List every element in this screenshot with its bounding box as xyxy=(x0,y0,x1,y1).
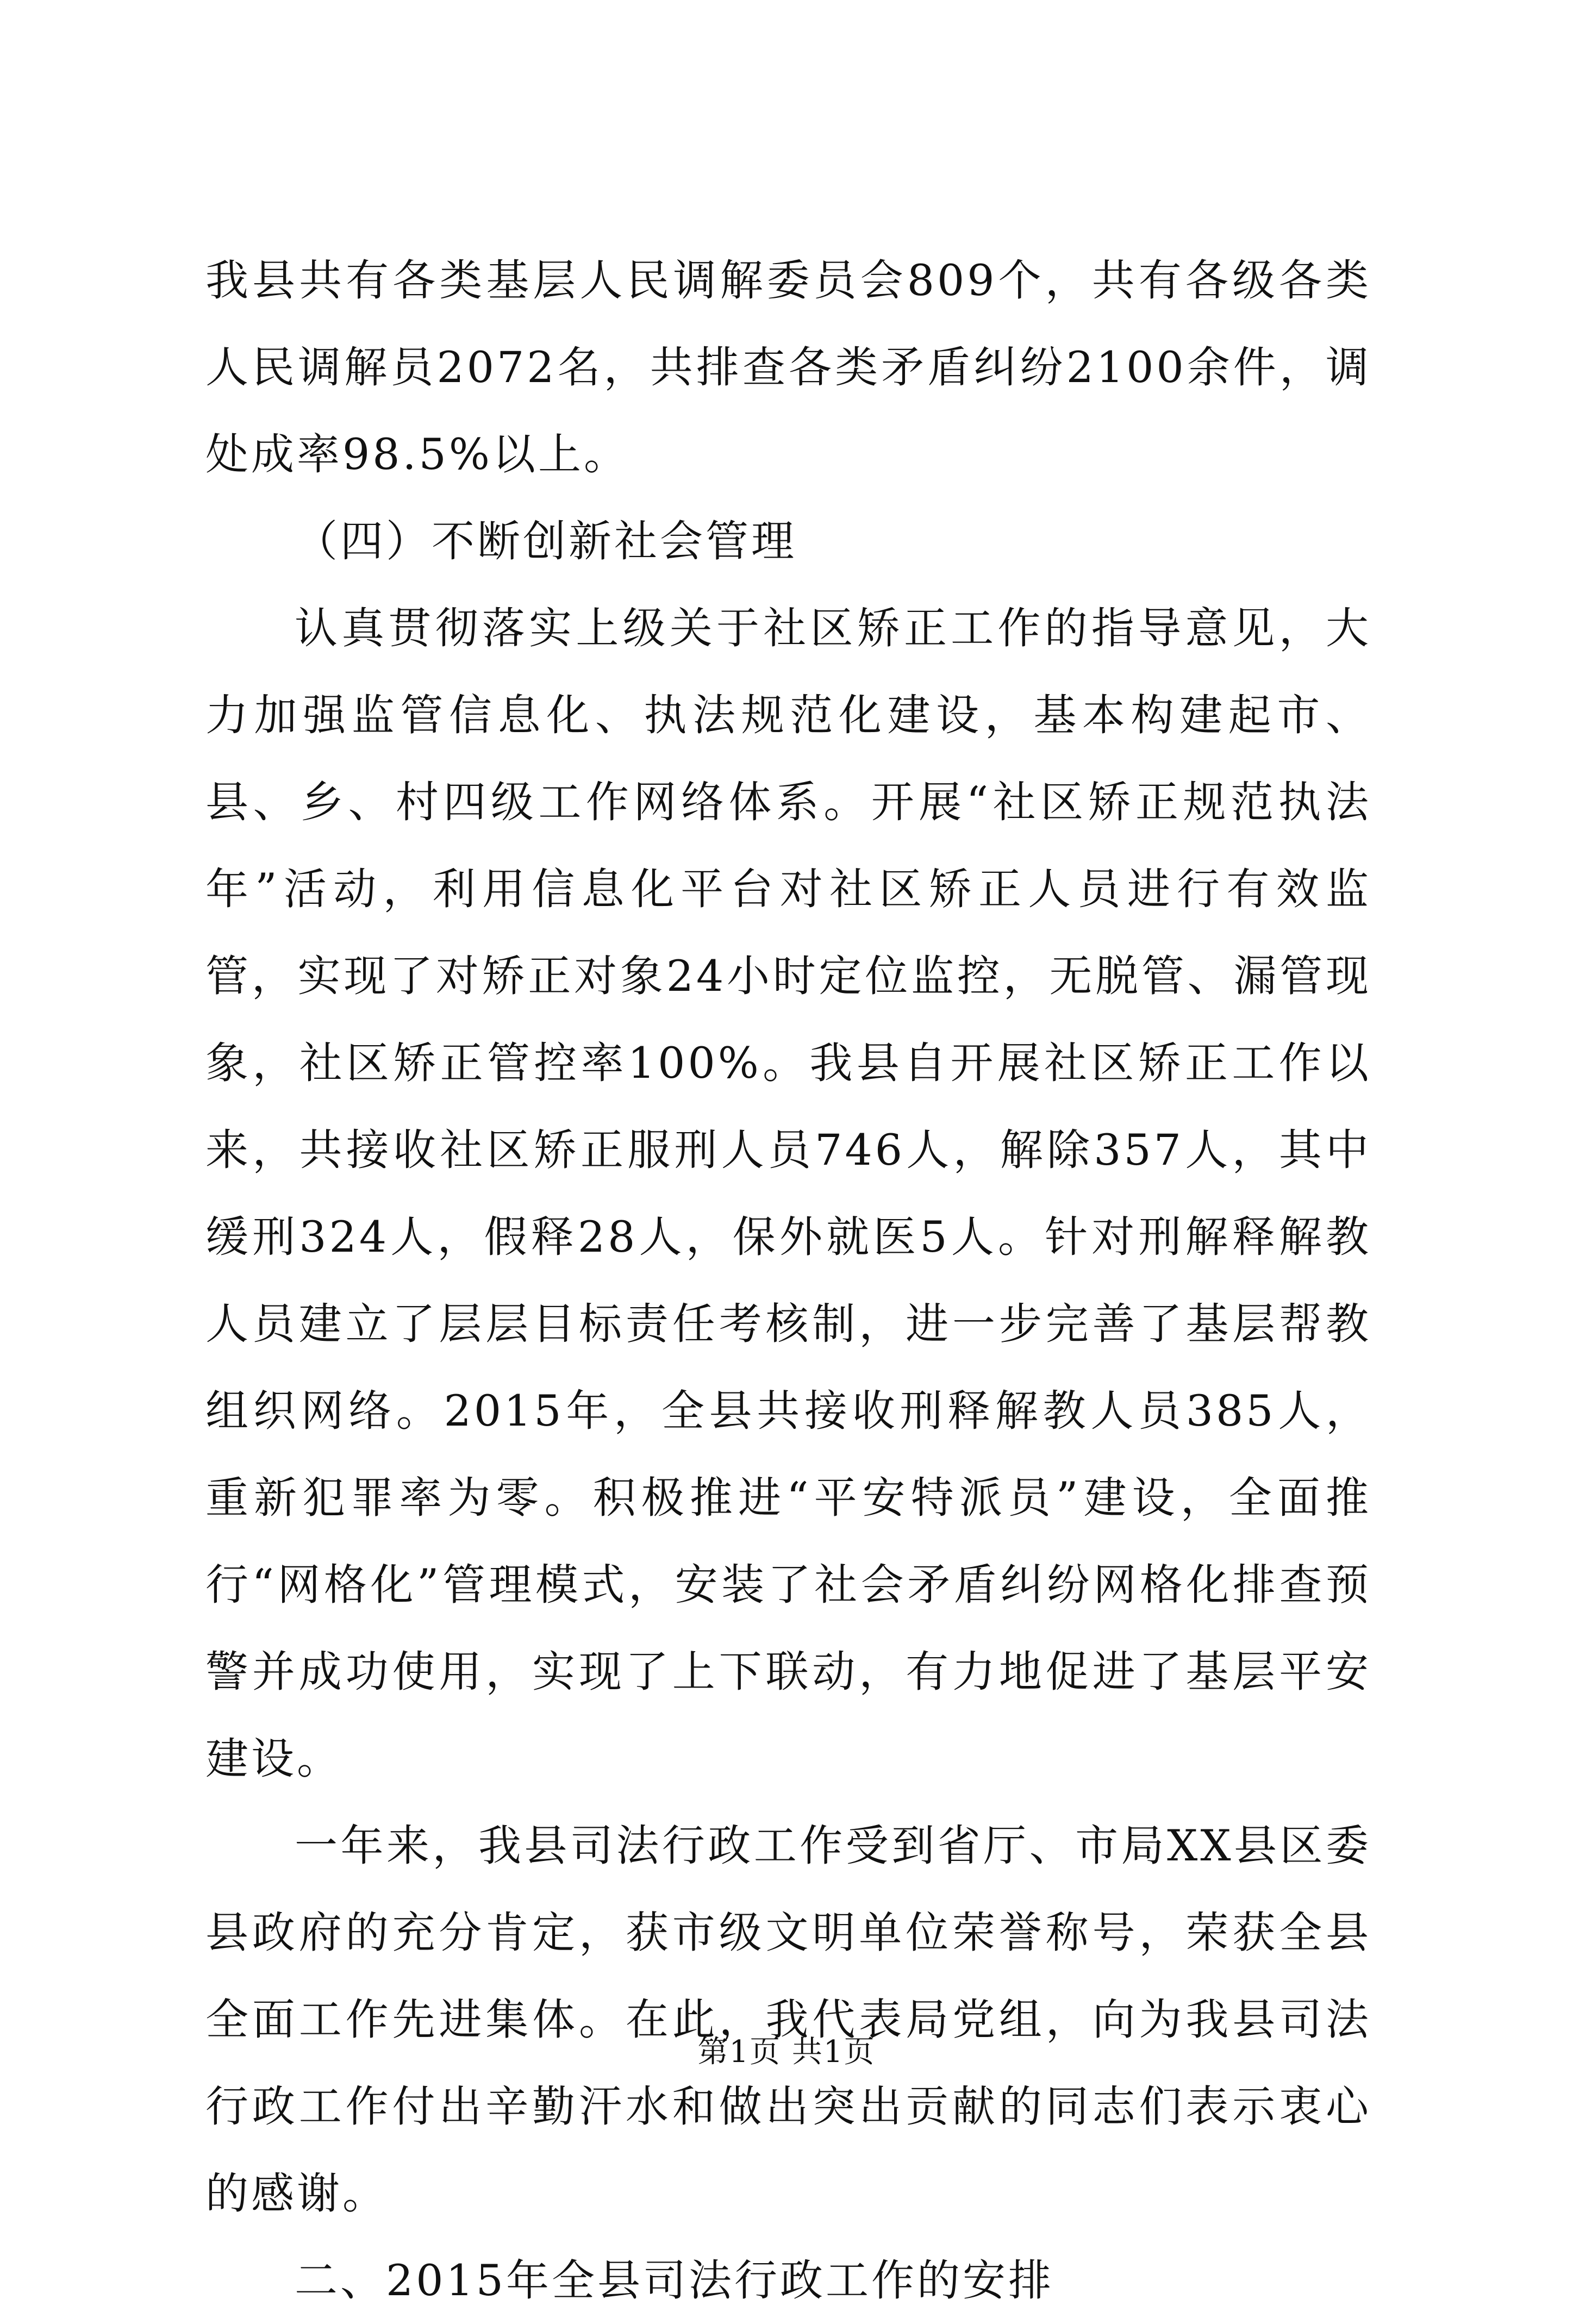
section-heading-2015-plan: 二、2015年全县司法行政工作的安排 xyxy=(295,2256,1054,2306)
document-body xyxy=(205,237,1371,2324)
section-heading-social-management: （四）不断创新社会管理 xyxy=(295,516,797,566)
page-footer: 第1页 共1页 xyxy=(697,2034,876,2070)
paragraph-community-correction: 认真贯彻落实上级关于社区矫正工作的指导意见，大力加强监管信息化、执法规范化建设，基本构建起市、县、乡、村四级工作网络体系。开展“社区矫正规范执法年”活动，利用信息化平台对社区矫正人员进行有效监管，实现了对矫正对象24小时定位监控，无脱管、漏管现象，社区矫正管控率100%。我县自开展社区矫正工作以来，共接收社区矫正服刑人员746人，解除357人，其中缓刑324人，假释28人，保外就医5人。针对刑解释解教人员建立了层层目标责任考核制，进一步完善了基层帮教组织网络。2015年，全县共接收刑释解教人员385人，重新犯罪率为零。积极推进“平安特派员”建设，全面推行“网格化”管理模式，安装了社会矛盾纠纷网格化排查预警并成功使用，实现了上下联动，有力地促进了基层平安建设。 xyxy=(205,603,1371,1784)
paragraph-annual-summary: 一年来，我县司法行政工作受到省厅、市局XX县区委县政府的充分肯定，获市级文明单位荣誉称号，荣获全县全面工作先进集体。在此，我代表局党组，向为我县司法行政工作付出辛勤汗水和做出突出贡献的同志们表示衷心的感谢。 xyxy=(205,1821,1371,2219)
paragraph-mediation-stats: 我县共有各类基层人民调解委员会809个，共有各级各类人民调解员2072名，共排查各类矛盾纠纷2100余件，调处成率98.5%以上。 xyxy=(205,255,1371,479)
